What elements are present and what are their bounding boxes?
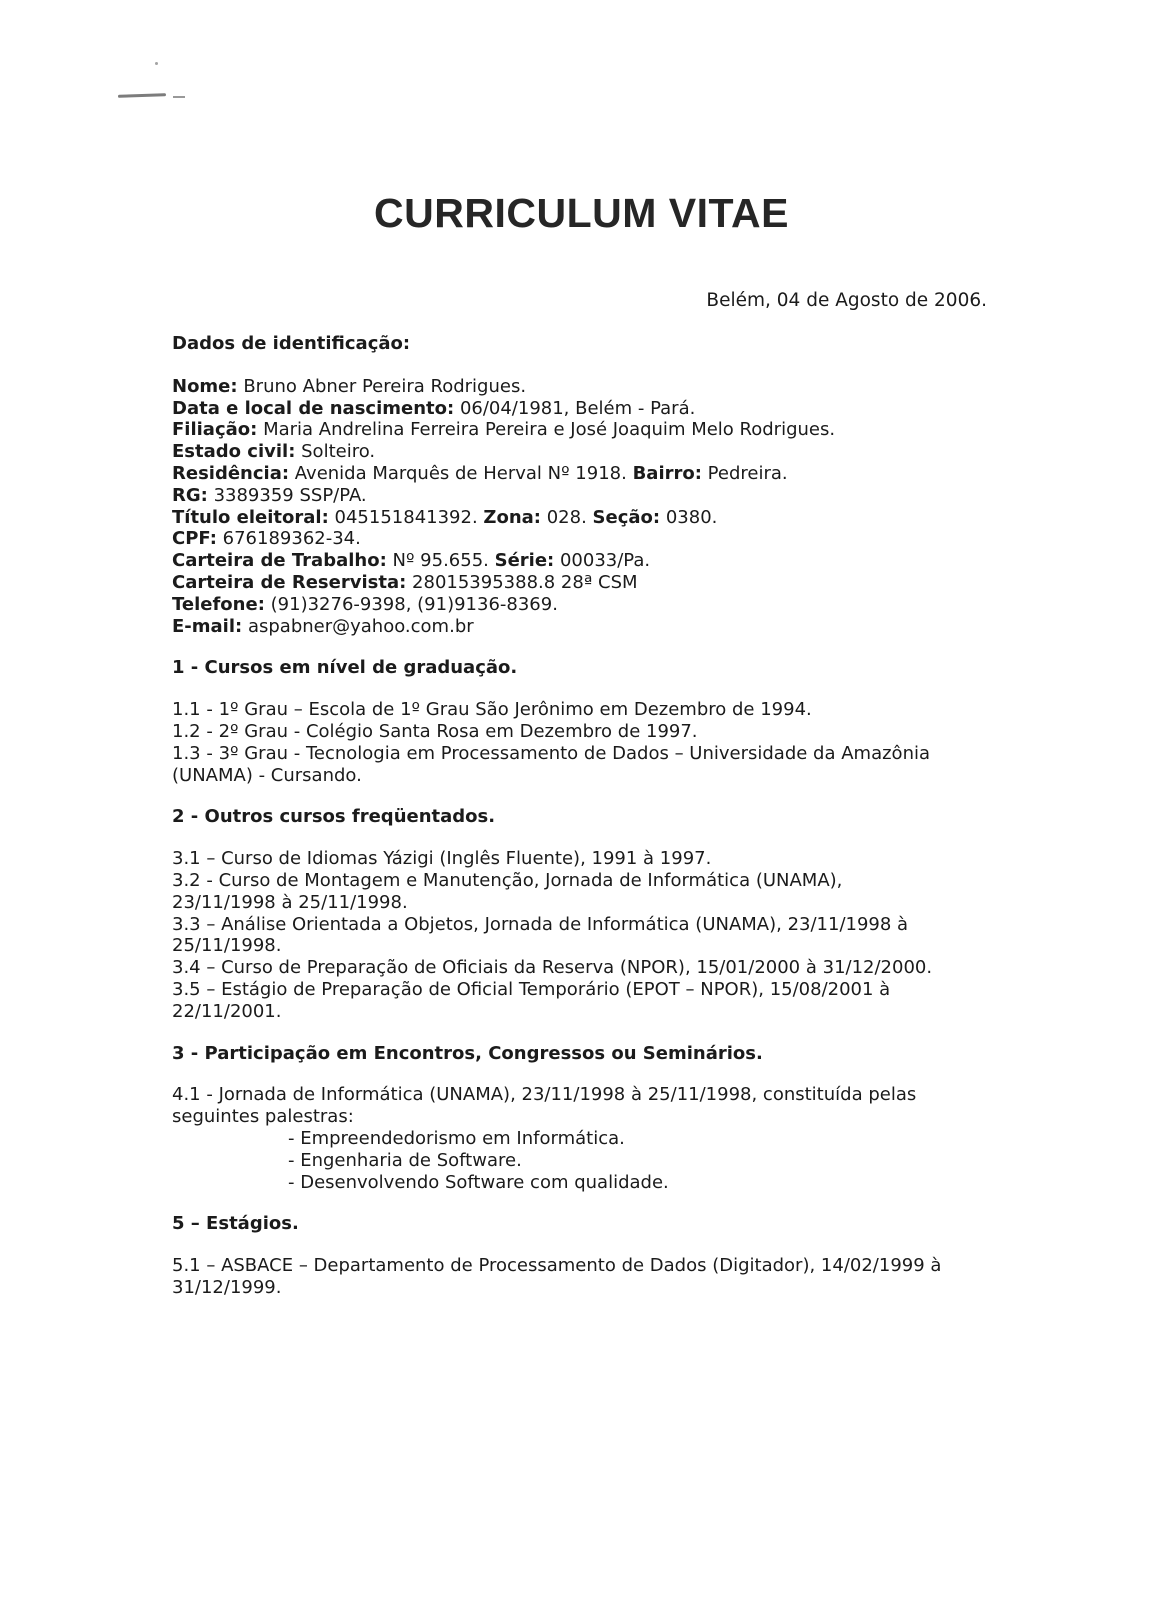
- encontros-list: [172, 1084, 1002, 1193]
- field-cpf: CPF: 676189362-34.: [172, 528, 361, 550]
- list-item: 25/11/1998.: [172, 935, 282, 957]
- field-residencia: Residência: Avenida Marquês de Herval Nº 1918. Bairro: Pedreira.: [172, 462, 788, 484]
- list-item: 1.2 - 2º Grau - Colégio Santa Rosa em Dezembro de 1997.: [172, 720, 698, 742]
- field-estado-civil: Estado civil: Solteiro.: [172, 441, 376, 463]
- field-nascimento: Data e local de nascimento: 06/04/1981, Belém - Pará.: [172, 397, 696, 419]
- scan-speck: [155, 62, 158, 65]
- scan-smudge: [173, 96, 185, 98]
- field-carteira-trabalho: Carteira de Trabalho: Nº 95.655. Série: 00033/Pa.: [172, 550, 651, 572]
- document-title: CURRICULUM VITAE: [374, 190, 789, 236]
- scan-smudge: [118, 93, 166, 98]
- palestra-item: - Empreendedorismo em Informática.: [288, 1127, 625, 1149]
- section-heading-estagios: 5 – Estágios.: [172, 1213, 299, 1235]
- list-item: 3.4 – Curso de Preparação de Oficiais da Reserva (NPOR), 15/01/2000 à 31/12/2000.: [172, 957, 933, 979]
- list-item: 5.1 – ASBACE – Departamento de Processamento de Dados (Digitador), 14/02/1999 à: [172, 1255, 942, 1277]
- document-date: Belém, 04 de Agosto de 2006.: [706, 290, 987, 311]
- list-item: 3.1 – Curso de Idiomas Yázigi (Inglês Fluente), 1991 à 1997.: [172, 848, 712, 870]
- section-heading-graduacao: 1 - Cursos em nível de graduação.: [172, 657, 518, 679]
- list-item: (UNAMA) - Cursando.: [172, 764, 362, 786]
- list-item: 3.2 - Curso de Montagem e Manutenção, Jornada de Informática (UNAMA),: [172, 869, 843, 891]
- section-heading-identificacao: Dados de identificação:: [172, 333, 411, 354]
- field-reservista: Carteira de Reservista: 28015395388.8 28ª CSM: [172, 571, 638, 593]
- field-filiacao: Filiação: Maria Andrelina Ferreira Pereira e José Joaquim Melo Rodrigues.: [172, 419, 836, 441]
- field-telefone: Telefone: (91)3276-9398, (91)9136-8369.: [172, 593, 558, 615]
- list-item: seguintes palestras:: [172, 1106, 354, 1128]
- graduacao-list: [172, 699, 1002, 786]
- list-item: 3.3 – Análise Orientada a Objetos, Jornada de Informática (UNAMA), 23/11/1998 à: [172, 913, 909, 935]
- list-item: 3.5 – Estágio de Preparação de Oficial Temporário (EPOT – NPOR), 15/08/2001 à: [172, 978, 891, 1000]
- field-nome: Nome: Bruno Abner Pereira Rodrigues.: [172, 375, 527, 397]
- identification-block: [172, 376, 1002, 638]
- field-rg: RG: 3389359 SSP/PA.: [172, 484, 367, 506]
- field-titulo-eleitoral: Título eleitoral: 045151841392. Zona: 028. Seção: 0380.: [172, 506, 718, 528]
- document-body: [172, 333, 1002, 1299]
- section-heading-encontros: 3 - Participação em Encontros, Congressos ou Seminários.: [172, 1042, 763, 1064]
- list-item: 31/12/1999.: [172, 1276, 282, 1298]
- list-item: 1.1 - 1º Grau – Escola de 1º Grau São Jerônimo em Dezembro de 1994.: [172, 699, 812, 721]
- field-email: E-mail: aspabner@yahoo.com.br: [172, 615, 474, 637]
- list-item: 4.1 - Jornada de Informática (UNAMA), 23/11/1998 à 25/11/1998, constituída pelas: [172, 1084, 917, 1106]
- palestra-item: - Desenvolvendo Software com qualidade.: [288, 1171, 669, 1193]
- list-item: 23/11/1998 à 25/11/1998.: [172, 891, 408, 913]
- outros-cursos-list: [172, 848, 1002, 1022]
- section-heading-outros-cursos: 2 - Outros cursos freqüentados.: [172, 806, 496, 828]
- list-item: 1.3 - 3º Grau - Tecnologia em Processamento de Dados – Universidade da Amazônia: [172, 742, 931, 764]
- list-item: 22/11/2001.: [172, 1000, 282, 1022]
- estagios-list: [172, 1255, 1002, 1299]
- palestra-item: - Engenharia de Software.: [288, 1149, 522, 1171]
